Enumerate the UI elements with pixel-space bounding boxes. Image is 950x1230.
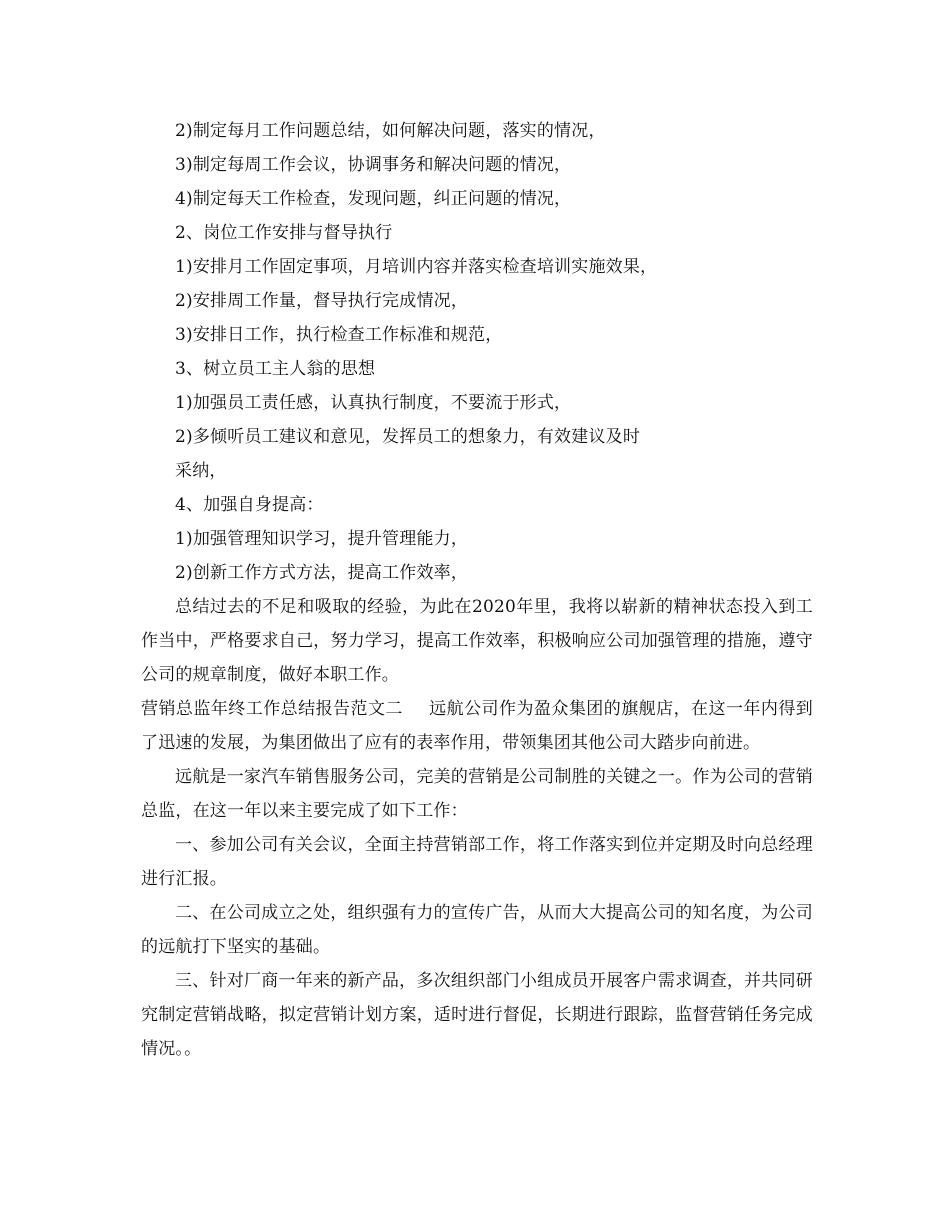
list-item: 2)安排周工作量，督导执行完成情况， xyxy=(175,291,469,311)
body-paragraph: 远航是一家汽车销售服务公司，完美的营销是公司制胜的关键之一。作为公司的营销总监，在这一年以来主要完成了如下工作： xyxy=(141,767,813,821)
list-block xyxy=(141,114,813,590)
body-paragraph: 二、在公司成立之处，组织强有力的宣传广告，从而大大提高公司的知名度，为公司的远航打下坚实的基础。 xyxy=(141,903,813,957)
body-paragraph: 三、针对厂商一年来的新产品，多次组织部门小组成员开展客户需求调查，并共同研究制定营销战略，拟定营销计划方案，适时进行督促，长期进行跟踪，监督营销任务完成情况。。 xyxy=(141,971,813,1059)
list-heading: 3、树立员工主人翁的思想 xyxy=(175,359,376,379)
list-item: 2)创新工作方式方法，提高工作效率， xyxy=(175,563,469,583)
list-item: 3)制定每周工作会议，协调事务和解决问题的情况， xyxy=(175,155,572,175)
list-item: 4)制定每天工作检查，发现问题，纠正问题的情况， xyxy=(175,189,572,209)
section-title: 营销总监年终工作总结报告范文二 xyxy=(141,699,403,719)
body-paragraph: 一、参加公司有关会议，全面主持营销部工作，将工作落实到位并定期及时向总经理进行汇报。 xyxy=(141,835,813,889)
section-intro-paragraph xyxy=(141,692,813,760)
list-item: 3)安排日工作，执行检查工作标准和规范， xyxy=(175,325,503,345)
list-item: 2)制定每月工作问题总结，如何解决问题，落实的情况， xyxy=(175,121,606,141)
list-heading: 4、加强自身提高： xyxy=(175,495,324,515)
summary-paragraph: 总结过去的不足和吸取的经验，为此在2020年里，我将以崭新的精神状态投入到工作当中，严格要求自己，努力学习，提高工作效率，积极响应公司加强管理的措施，遵守公司的规章制度，做好本职工作。 xyxy=(141,597,813,685)
list-item-continuation: 采纳， xyxy=(175,461,227,481)
section-intro: 远航公司作为盈众集团的旗舰店，在这一年内得到了迅速的发展，为集团做出了应有的表率作用，带领集团其他公司大踏步向前进。 xyxy=(141,699,813,753)
list-heading: 2、岗位工作安排与督导执行 xyxy=(175,223,393,243)
list-item: 1)加强员工责任感，认真执行制度，不要流于形式， xyxy=(175,393,572,413)
list-item: 2)多倾听员工建议和意见，发挥员工的想象力，有效建议及时 xyxy=(175,427,641,447)
document-body xyxy=(141,114,813,1066)
list-item: 1)安排月工作固定事项，月培训内容并落实检查培训实施效果， xyxy=(175,257,658,277)
list-item: 1)加强管理知识学习，提升管理能力， xyxy=(175,529,469,549)
